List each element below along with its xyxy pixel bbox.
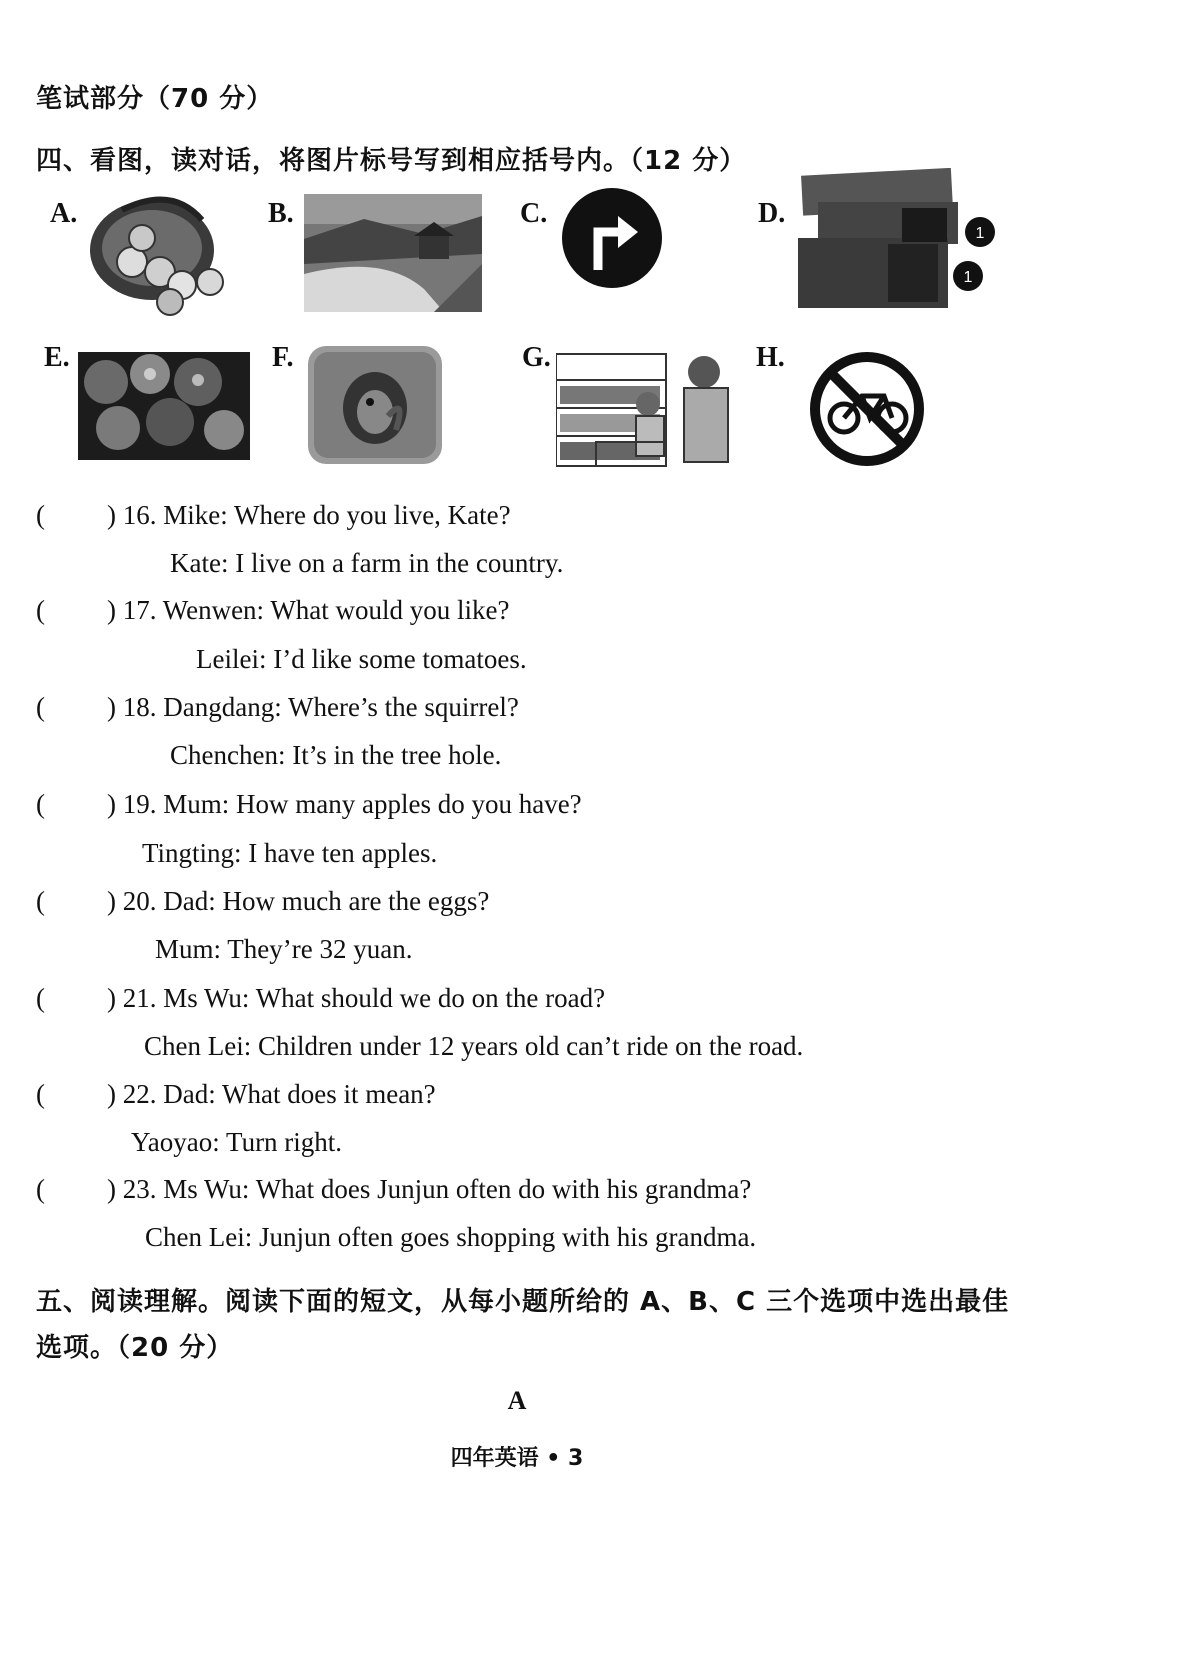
question-16 [36,500,511,531]
answer-bracket-open: ( [36,595,45,625]
answer-21: Chen Lei: Children under 12 years old can’t ride on the road. [144,1031,804,1061]
picture-label-c: C. [520,198,548,229]
answer-22: Yaoyao: Turn right. [131,1127,343,1157]
section-title: 笔试部分（70 分） [36,84,274,114]
part4-title: 四、看图，读对话，将图片标号写到相应括号内。（12 分） [36,146,747,176]
question-number: 17. [122,595,157,625]
question-23 [36,1174,751,1205]
money-notes-icon [792,168,1004,312]
turn-right-sign-icon [560,186,664,290]
answer-bracket-open: ( [36,692,45,722]
answer-bracket-close: ) [107,595,116,625]
question-number: 23. [122,1174,157,1204]
answer-16: Kate: I live on a farm in the country. [170,548,564,578]
question-20 [36,886,489,917]
answer-19: Tingting: I have ten apples. [142,838,438,868]
question-number: 16. [122,500,157,530]
tomatoes-icon [78,352,250,460]
part5-title-line1: 五、阅读理解。阅读下面的短文，从每小题所给的 A、B、C 三个选项中选出最佳 [36,1287,1010,1317]
farm-landscape-icon [304,194,482,312]
question-text: Ms Wu: What does Junjun often do with his grandma? [163,1174,752,1204]
question-18 [36,692,519,723]
answer-bracket-open: ( [36,983,45,1013]
answer-bracket-close: ) [107,1174,116,1204]
question-number: 22. [122,1079,157,1109]
answer-17: Leilei: I’d like some tomatoes. [196,644,527,674]
answer-bracket-close: ) [107,789,116,819]
apple-basket-icon [82,190,250,320]
answer-bracket-open: ( [36,500,45,530]
question-21 [36,983,605,1014]
question-number: 19. [122,789,157,819]
answer-bracket-close: ) [107,500,116,530]
passage-label: A [507,1386,527,1415]
answer-bracket-open: ( [36,1174,45,1204]
no-bicycle-sign-icon [808,350,926,468]
picture-label-a: A. [50,198,78,229]
picture-label-f: F. [272,342,294,373]
supermarket-shopping-icon [556,346,750,472]
question-text: Mike: Where do you live, Kate? [163,500,511,530]
picture-label-d: D. [758,198,786,229]
answer-bracket-open: ( [36,886,45,916]
answer-bracket-open: ( [36,789,45,819]
part5-title-line2: 选项。（20 分） [36,1333,234,1363]
question-text: Wenwen: What would you like? [162,595,510,625]
question-number: 20. [122,886,157,916]
answer-bracket-close: ) [107,983,116,1013]
question-text: Dangdang: Where’s the squirrel? [163,692,519,722]
picture-label-g: G. [522,342,551,373]
answer-bracket-close: ) [107,886,116,916]
question-number: 21. [122,983,157,1013]
answer-20: Mum: They’re 32 yuan. [155,934,413,964]
coin-text: 1 [963,269,973,286]
question-text: Mum: How many apples do you have? [163,789,582,819]
picture-label-e: E. [44,342,70,373]
answer-bracket-open: ( [36,1079,45,1109]
question-text: Dad: What does it mean? [163,1079,436,1109]
answer-23: Chen Lei: Junjun often goes shopping with his grandma. [145,1222,757,1252]
question-text: Dad: How much are the eggs? [163,886,490,916]
question-17 [36,595,510,626]
question-text: Ms Wu: What should we do on the road? [163,983,606,1013]
picture-label-b: B. [268,198,294,229]
picture-label-h: H. [756,342,785,373]
page-footer: 四年英语 • 3 [450,1446,584,1471]
question-number: 18. [122,692,157,722]
answer-bracket-close: ) [107,692,116,722]
answer-bracket-close: ) [107,1079,116,1109]
question-19 [36,789,582,820]
coin-text: 1 [975,225,985,242]
tree-hole-squirrel-icon [308,346,442,464]
answer-18: Chenchen: It’s in the tree hole. [170,740,502,770]
question-22 [36,1079,436,1110]
